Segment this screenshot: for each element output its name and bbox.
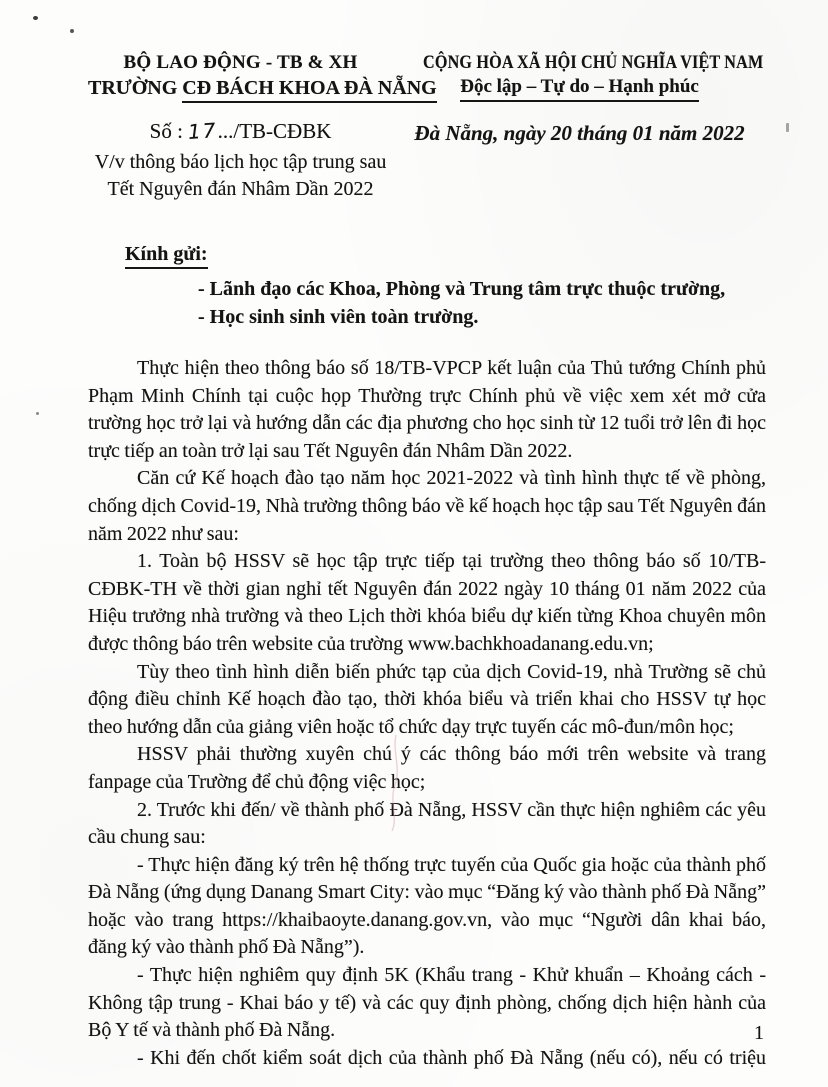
- national-motto: Độc lập – Tự do – Hạnh phúc: [460, 76, 699, 102]
- document-header: [88, 52, 766, 203]
- scan-speck: [70, 29, 74, 33]
- recipients-list: [198, 275, 766, 331]
- page-number: 1: [754, 1022, 764, 1044]
- school-name: [88, 77, 437, 103]
- doc-number-handwritten: 17: [187, 118, 219, 144]
- national-title: CỘNG HÒA XÃ HỘI CHỦ NGHĨA VIỆT NAM: [423, 52, 764, 73]
- paragraph: Tùy theo tình hình diễn biến phức tạp của dịch Covid-19, nhà Trường sẽ chủ động điều chỉnh Kế hoạch đào tạo, thời khóa biểu và triển khai cho HSSV tự học theo hướng dẫn của giảng viên hoặc tổ chức dạy trực tuyến các mô-đun/môn học;: [88, 660, 766, 738]
- paragraph: Căn cứ Kế hoạch đào tạo năm học 2021-2022 và tình hình thực tế về phòng, chống dịch Covid-19, Nhà trường thông báo về kế hoạch học tập sau Tết Nguyên đán năm 2022 như sau:: [88, 467, 766, 545]
- scan-speck: [33, 16, 38, 20]
- document-subject: [88, 149, 393, 203]
- paragraph: Thực hiện theo thông báo số 18/TB-VPCP kết luận của Thủ tướng Chính phủ Phạm Minh Chính tại cuộc họp Thường trực Chính phủ về việc xem xét mở cửa trường học trở lại và hướng dẫn các địa phương cho học sinh từ 12 tuổi trở lên đi học trực tiếp an toàn trở lại sau Tết Nguyên đán Nhâm Dần 2022.: [88, 357, 766, 462]
- dateline-block: [393, 119, 766, 146]
- scan-speck: [786, 123, 789, 132]
- national-header-block: [393, 52, 766, 102]
- recipient-item: - Học sinh sinh viên toàn trường.: [198, 306, 479, 328]
- paragraph: - Thực hiện nghiêm quy định 5K (Khẩu trang - Khử khuẩn – Khoảng cách - Không tập trung - Khai báo y tế) và các quy định phòng, chống dịch hiện hành của Bộ Y tế và thành phố Đà Nẵng.: [88, 964, 766, 1042]
- recipients-section: [88, 243, 766, 331]
- paragraph: 1. Toàn bộ HSSV sẽ học tập trực tiếp tại trường theo thông báo số 10/TB-CĐBK-TH về thời gian nghỉ tết Nguyên đán 2022 ngày 10 tháng 01 năm 2022 của Hiệu trưởng nhà trường và theo Lịch thời khóa biểu dự kiến từng Khoa chuyên môn được thông báo trên website của trường www.bachkhoadanang.edu.vn;: [88, 550, 766, 655]
- subject-line-2: Tết Nguyên đán Nhâm Dần 2022: [107, 178, 374, 200]
- doc-meta-block: [88, 119, 393, 203]
- document-number: [88, 119, 393, 144]
- school-name-prefix: TRƯỜNG: [88, 77, 178, 99]
- ministry-name: BỘ LAO ĐỘNG - TB & XH: [123, 52, 358, 73]
- paragraph: - Thực hiện đăng ký trên hệ thống trực tuyến của Quốc gia hoặc của thành phố Đà Nẵng (ứng dụng Danang Smart City: vào mục “Đăng ký vào thành phố Đà Nẵng” hoặc vào trang https://khaibaoyte.danang.gov.vn, vào mục “Người dân khai báo, đăng ký vào thành phố Đà Nẵng”).: [88, 853, 766, 959]
- scan-speck: [36, 412, 39, 415]
- paragraph-continued: - Khi đến chốt kiểm soát dịch của thành phố Đà Nẵng (nếu có), nếu có triệu: [137, 1046, 766, 1069]
- place-and-date: Đà Nẵng, ngày 20 tháng 01 năm 2022: [414, 121, 745, 145]
- school-name-underlined: CĐ BÁCH KHOA ĐÀ NẴNG: [182, 77, 436, 103]
- paragraph: HSSV phải thường xuyên chú ý các thông báo mới trên website và trang fanpage của Trường để chủ động việc học;: [88, 743, 766, 793]
- doc-number-prefix: Số :: [149, 119, 189, 143]
- issuing-org-block: [88, 52, 437, 103]
- recipients-label: Kính gửi:: [125, 243, 766, 269]
- doc-number-suffix: .../TB-CĐBK: [217, 119, 332, 143]
- document-body: [88, 355, 766, 1072]
- header-meta-row: [88, 119, 766, 203]
- recipient-item: - Lãnh đạo các Khoa, Phòng và Trung tâm trực thuộc trường,: [198, 278, 726, 300]
- header-top-row: [88, 52, 766, 103]
- subject-line-1: V/v thông báo lịch học tập trung sau: [94, 151, 387, 173]
- paragraph: 2. Trước khi đến/ về thành phố Đà Nẵng, HSSV cần thực hiện nghiêm các yêu cầu chung sau:: [88, 798, 766, 849]
- pen-mark-artifact: [382, 733, 412, 833]
